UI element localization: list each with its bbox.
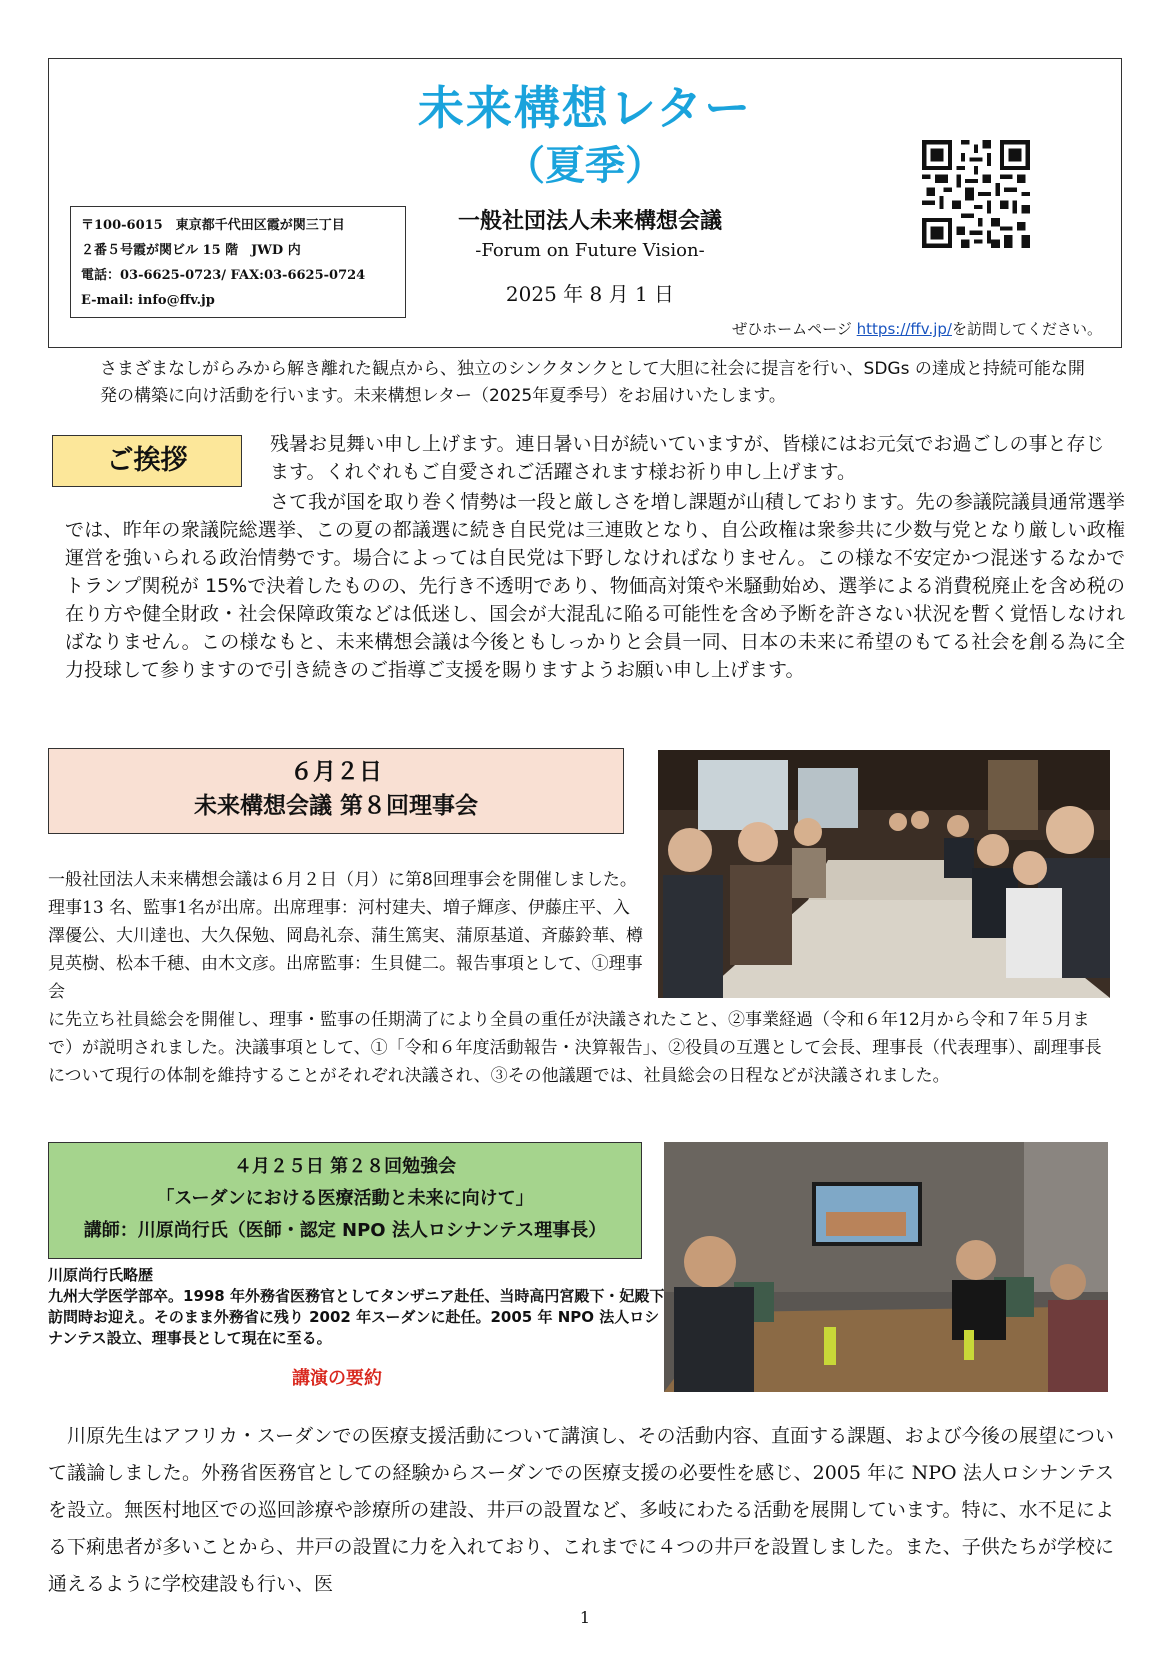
page-number: 1 — [579, 1608, 591, 1627]
board-meeting-heading-box — [48, 748, 624, 834]
lecturer-profile — [48, 1265, 668, 1349]
greeting-badge: ご挨拶 — [52, 435, 242, 487]
lecture-summary-body: 川原先生はアフリカ・スーダンでの医療支援活動について講演し、その活動内容、直面する課題、および今後の展望について議論しました。外務省医務官としての経験からスーダンでの医療支援の必要性を感じ、2005 年に NPO 法人ロシナンテスを設立。無医村地区での巡回診療や診療所の建設、井戸の設置など、多岐にわたる活動を展開しています。特に、水不足による下痢患者が多いことから、井戸の設置に力を入れており、これまでに４つの井戸を設置しました。また、子供たちが学校に通えるように学校建設も行い、医 — [48, 1425, 1114, 1595]
greeting-paragraph-2: さて我が国を取り巻く情勢は一段と厳しさを増し課題が山積しております。先の参議院議員通常選挙では、昨年の衆議院総選挙、この夏の都議選に続き自民党は三連敗となり、自公政権は衆参共に少数与党となり厳しい政権運営を強いられる政治情勢です。場合によっては自民党は下野しなければなりません。この様な不安定かつ混迷するなかでトランプ関税が 15%で決着したものの、先行き不透明であり、物価高対策や米騒動始め、選挙による消費税廃止を含め税の在り方や健全財政・社会保障政策などは低迷し、国会が大混乱に陥る可能性を含め予断を許さない状況を暫く覚悟しなければなりません。この様なもと、未来構想会議は今後ともしっかりと会員一同、日本の未来に希望のもてる社会を創る為に全力投球して参りますので引き続きのご指導ご支援を賜りますようお願い申し上げます。 — [65, 491, 1125, 681]
lecture-summary-heading: 講演の要約 — [292, 1368, 382, 1389]
study-session-date-title: ４月２５日 第２８回勉強会 — [233, 1156, 457, 1177]
homepage-visit-line — [732, 318, 1102, 339]
lecturer-profile-body: 九州大学医学部卒。1998 年外務省医務官としてタンザニア赴任、当時高円宮殿下・妃殿下訪問時お迎え。そのまま外務省に残り 2002 年スーダンに赴任。2005 年 NPO 法人ロシナンテス設立、理事長として現在に至る。 — [48, 1287, 665, 1347]
address-box — [70, 206, 406, 318]
greeting-paragraph-1: 残暑お見舞い申し上げます。連日暑い日が続いていますが、皆様にはお元気でお過ごしの事と存じます。くれぐれもご自愛されご活躍されます様お祈り申し上げます。 — [270, 433, 1105, 483]
board-meeting-body-part-1: 一般社団法人未来構想会議は６月２日（月）に第8回理事会を開催しました。理事13 名、監事1名が出席。出席理事：河村建夫、増子輝彦、伊藤庄平、入澤優公、大川達也、大久保勉、岡島礼奈、蒲生篤実、蒲原基道、斉藤鈴華、樽見英樹、松本千穂、由木文彦。出席監事：生貝健二。報告事項として、①理事会 — [48, 870, 643, 1002]
qr-code-icon[interactable] — [922, 140, 1030, 248]
address-email: E-mail: info@ffv.jp — [81, 293, 215, 308]
study-session-lecturer: 講師：川原尚行氏（医師・認定 NPO 法人ロシナンテス理事長） — [83, 1220, 607, 1241]
address-line-building: ２番５号霞が関ビル 15 階 JWD 内 — [81, 243, 301, 258]
organization-english-name: -Forum on Future Vision- — [475, 240, 705, 261]
address-line-postal: 〒100-6015 東京都千代田区霞が関三丁目 — [81, 218, 345, 233]
study-session-photo — [664, 1142, 1108, 1392]
lecturer-profile-title: 川原尚行氏略歴 — [48, 1266, 154, 1284]
issue-date: 2025 年 8 月 1 日 — [505, 282, 675, 306]
board-meeting-photo — [658, 750, 1110, 998]
visit-suffix: を訪問してください。 — [951, 320, 1102, 338]
visit-prefix: ぜひホームページ — [732, 320, 857, 338]
newsletter-title: 未来構想レター — [417, 81, 753, 135]
study-session-heading-box — [48, 1142, 642, 1259]
organization-name: 一般社団法人未来構想会議 — [457, 209, 722, 234]
newsletter-season: （夏季） — [505, 143, 665, 189]
study-session-topic: 「スーダンにおける医療活動と未来に向けて」 — [156, 1188, 534, 1209]
address-phone-fax: 電話：03-6625-0723/ FAX:03-6625-0724 — [81, 268, 366, 283]
board-meeting-title: 未来構想会議 第８回理事会 — [193, 793, 478, 819]
board-meeting-date: ６月２日 — [290, 759, 382, 785]
board-meeting-body-part-2: に先立ち社員総会を開催し、理事・監事の任期満了により全員の重任が決議されたこと、②事業経過（令和６年12月から令和７年５月まで）が説明されました。決議事項として、①「令和６年度活動報告・決算報告」、②役員の互選として会長、理事長（代表理事）、副理事長について現行の体制を維持することがそれぞれ決議され、③その他議題では、社員総会の日程などが決議されました。 — [48, 1010, 1102, 1086]
homepage-link[interactable]: https://ffv.jp/ — [856, 320, 952, 338]
intro-text: さまざまなしがらみから解き離れた観点から、独立のシンクタンクとして大胆に社会に提言を行い、SDGs の達成と持続可能な開発の構築に向け活動を行います。未来構想レター（2025年夏季号）をお届けいたします。 — [100, 359, 1085, 406]
